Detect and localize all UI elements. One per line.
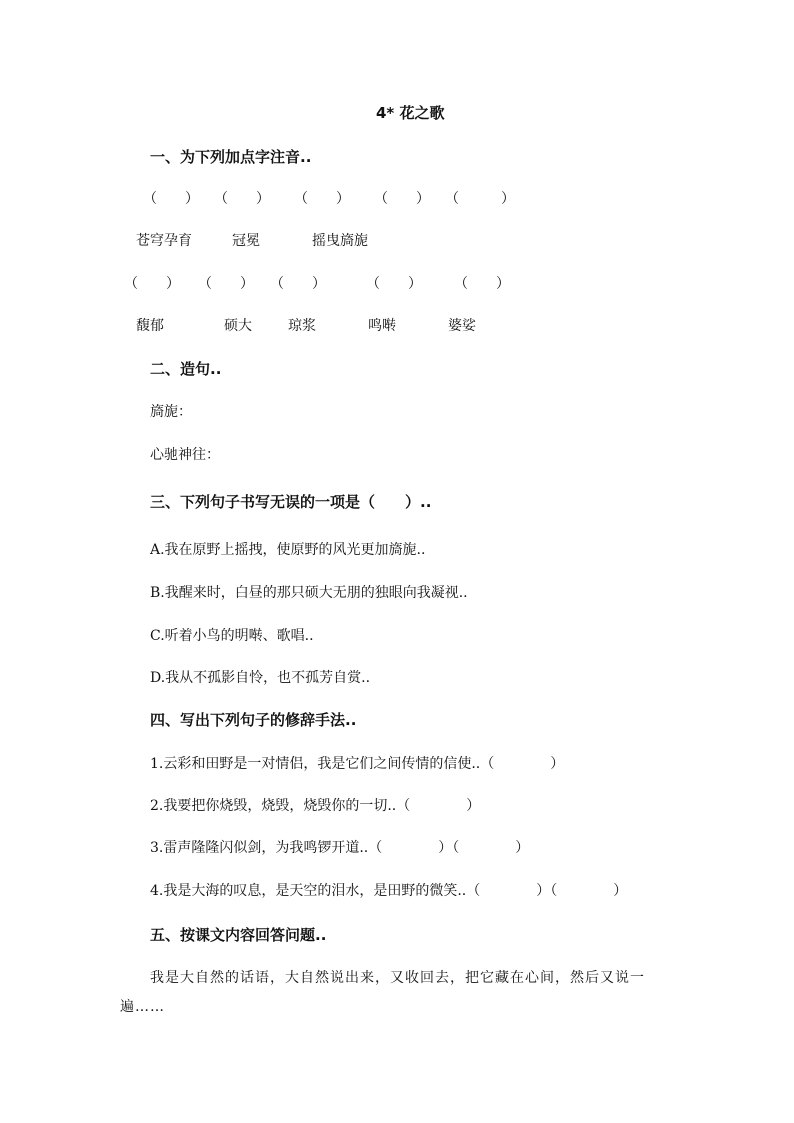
option-c: C.听着小鸟的明啭、歌唱.. bbox=[150, 628, 314, 644]
word-item: 苍穹孕育 bbox=[136, 233, 192, 249]
word-item: 琼浆 bbox=[288, 318, 316, 334]
word-item: 馥郁 bbox=[136, 318, 164, 334]
pinyin-blank: （ ） bbox=[143, 191, 199, 207]
pinyin-blank: （ ） bbox=[366, 276, 422, 292]
sentence-prompt: 旖旎： bbox=[150, 404, 192, 420]
word-item: 摇曳旖旎 bbox=[312, 233, 368, 249]
rhetoric-item: 1.云彩和田野是一对情侣，我是它们之间传情的信使..（ ） bbox=[150, 756, 565, 772]
pinyin-blank: （ ） bbox=[454, 276, 510, 292]
page-title: 4* 花之歌 bbox=[376, 104, 445, 122]
word-item: 冠冕 bbox=[232, 233, 260, 249]
sentence-prompt: 心驰神往： bbox=[150, 447, 220, 463]
section5-heading: 五、按课文内容回答问题.. bbox=[150, 926, 327, 944]
section1-heading: 一、为下列加点字注音.. bbox=[150, 148, 312, 166]
option-d: D.我从不孤影自怜，也不孤芳自赏.. bbox=[150, 670, 371, 686]
pinyin-blank: （ ） bbox=[214, 191, 270, 207]
word-item: 鸣啭 bbox=[368, 318, 396, 334]
section3-heading: 三、下列句子书写无误的一项是（ ）.. bbox=[150, 493, 432, 511]
pinyin-blank: （ ） bbox=[445, 191, 515, 207]
pinyin-blank: （ ） bbox=[374, 191, 430, 207]
rhetoric-item: 2.我要把你烧毁，烧毁，烧毁你的一切..（ ） bbox=[150, 798, 481, 814]
option-a: A.我在原野上摇拽，使原野的风光更加旖旎.. bbox=[150, 542, 426, 558]
section2-heading: 二、造句.. bbox=[150, 360, 222, 378]
pinyin-blank: （ ） bbox=[294, 191, 350, 207]
pinyin-blank: （ ） bbox=[270, 276, 326, 292]
pinyin-blank: （ ） bbox=[124, 276, 180, 292]
option-b: B.我醒来时，白昼的那只硕大无朋的独眼向我凝视.. bbox=[150, 585, 468, 601]
rhetoric-item: 3.雷声隆隆闪似剑，为我鸣锣开道..（ ）（ ） bbox=[150, 840, 530, 856]
section4-heading: 四、写出下列句子的修辞手法.. bbox=[150, 711, 357, 729]
word-item: 硕大 bbox=[224, 318, 252, 334]
word-item: 婆娑 bbox=[448, 318, 476, 334]
pinyin-blank: （ ） bbox=[198, 276, 254, 292]
rhetoric-item: 4.我是大海的叹息，是天空的泪水，是田野的微笑..（ ）（ ） bbox=[150, 883, 628, 899]
passage-text: 遍…… bbox=[120, 999, 165, 1015]
passage-text: 我是大自然的话语，大自然说出来，又收回去，把它藏在心间，然后又说一 bbox=[150, 970, 645, 986]
